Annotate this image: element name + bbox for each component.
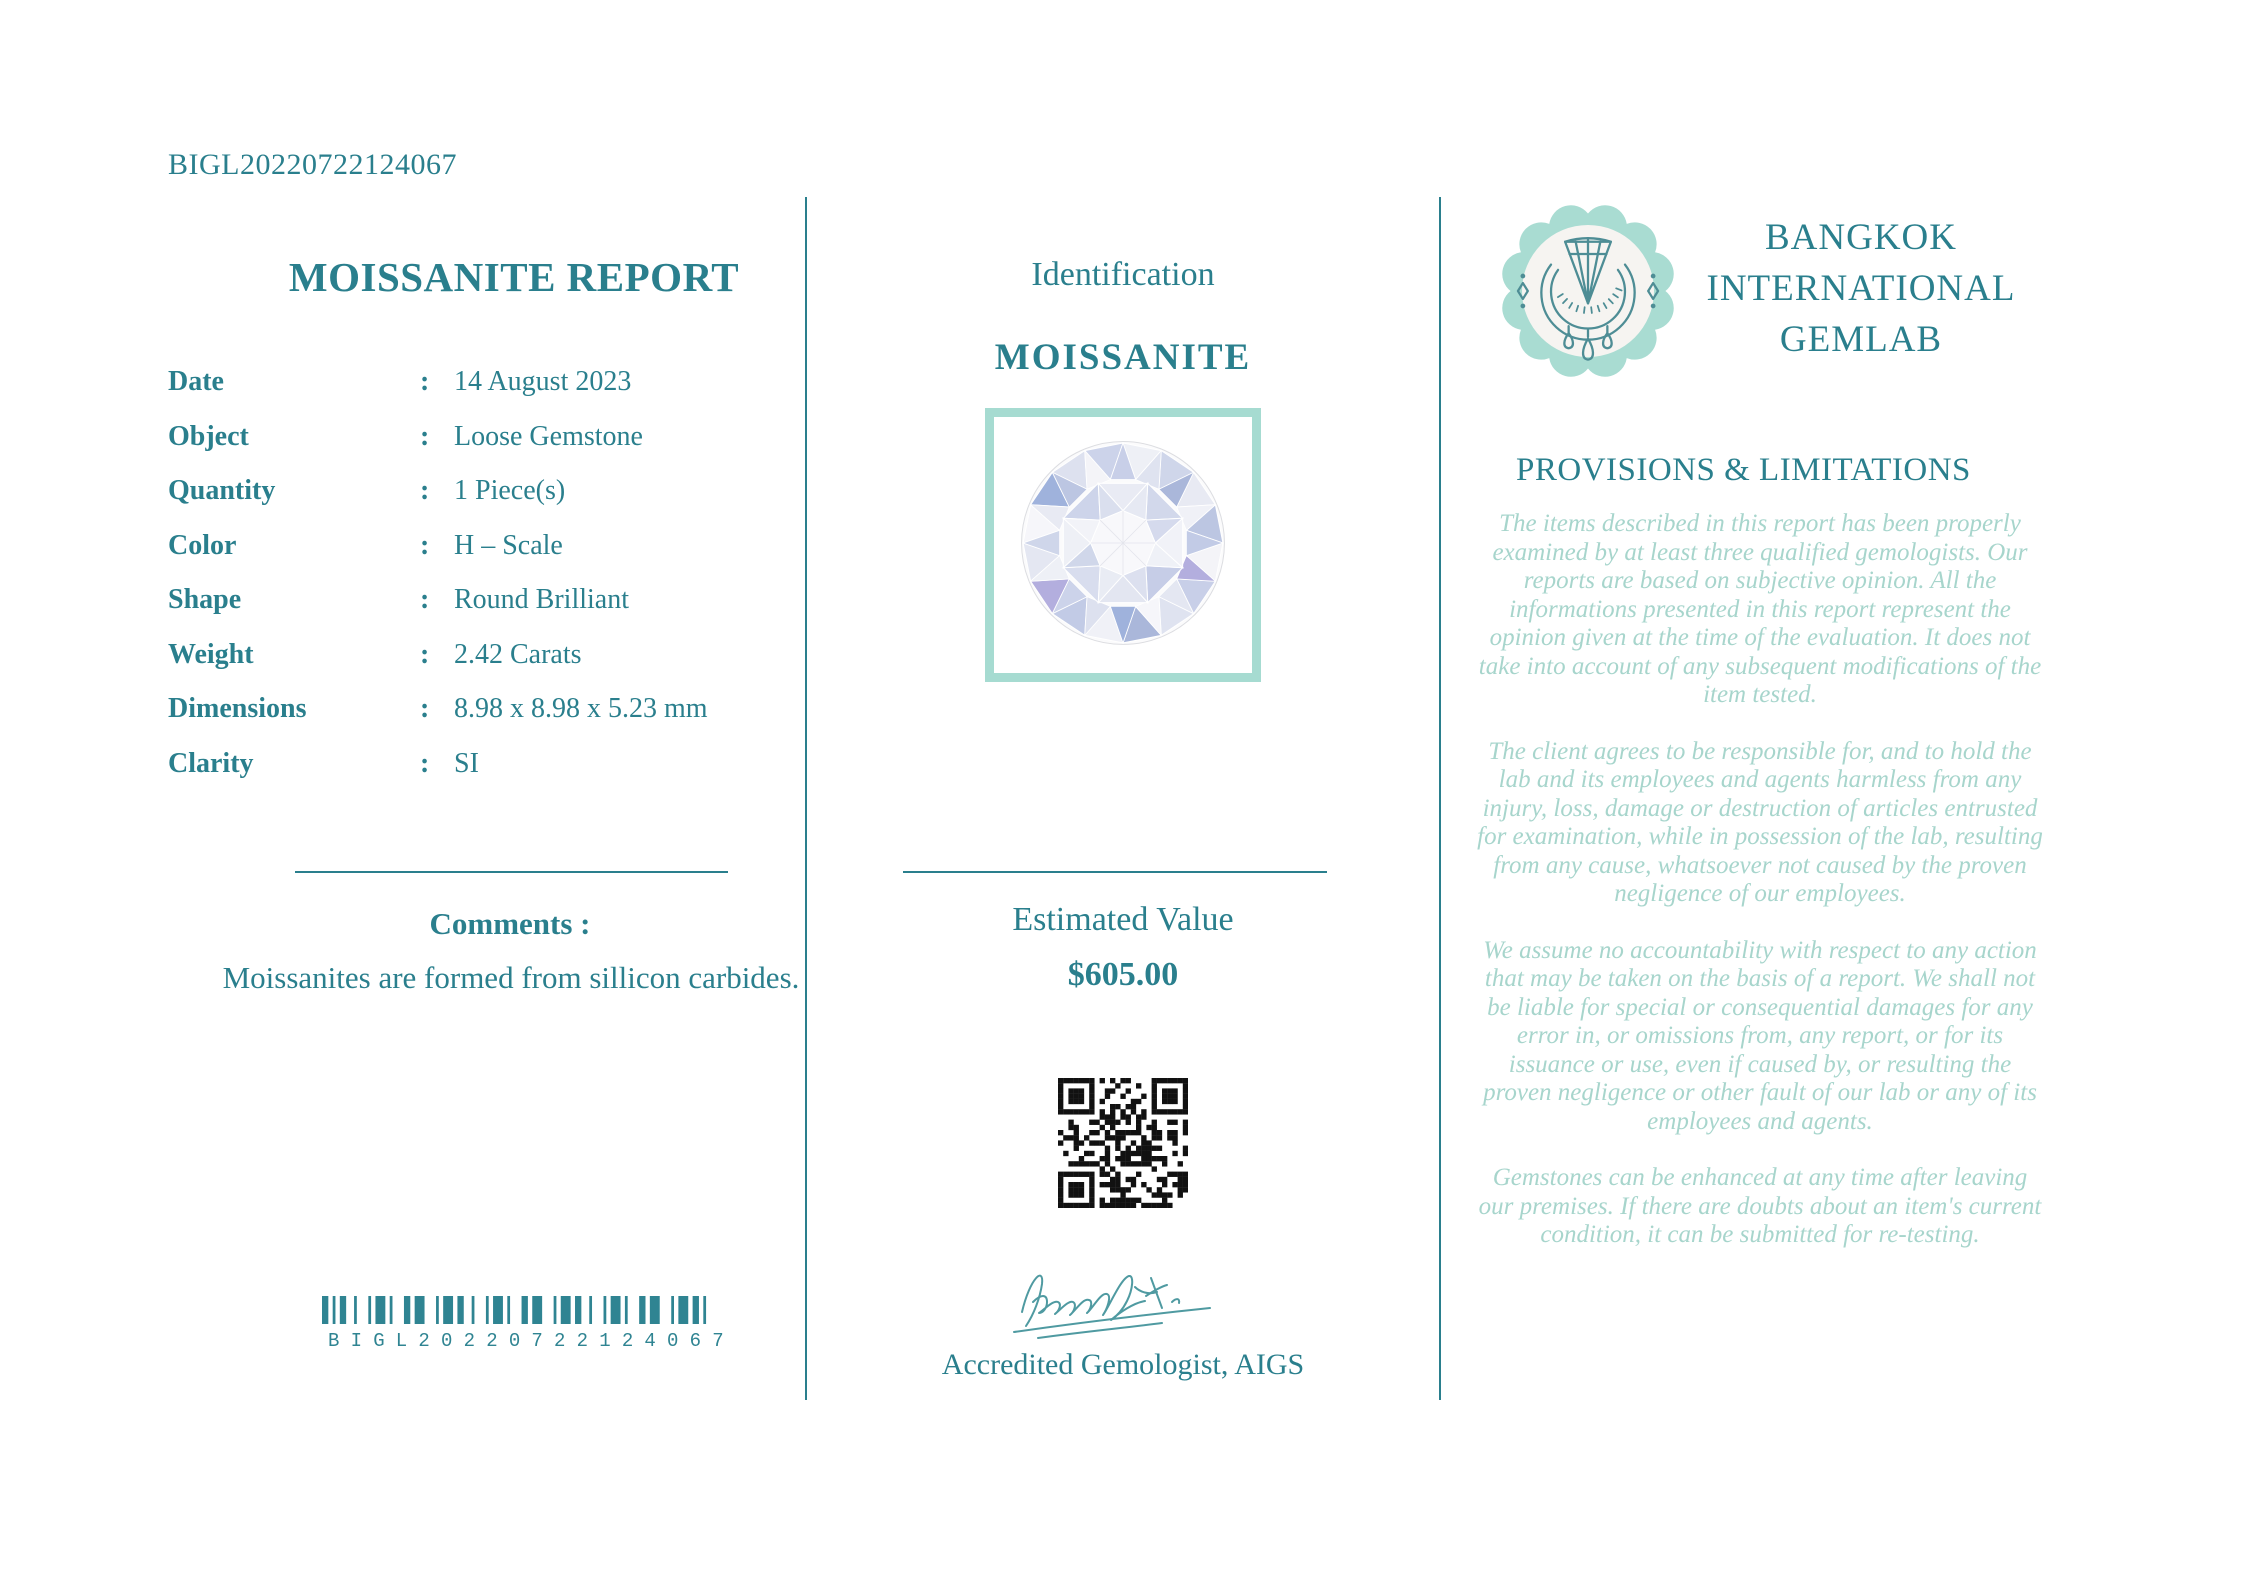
field-value: 2.42 Carats [454, 638, 582, 670]
qr-code-icon [1058, 1078, 1188, 1208]
provisions-paragraphs [1477, 510, 2043, 1278]
field-colon: : [420, 366, 430, 397]
field-colon: : [420, 420, 430, 452]
column-divider-left [805, 197, 807, 1400]
field-value: 8.98 x 8.98 x 5.23 mm [454, 693, 708, 724]
comments-text: Moissanites are formed from sillicon carbides. [222, 960, 800, 995]
field-value: SI [454, 747, 479, 779]
table-row-dimensions [168, 691, 788, 746]
table-row-quantity [168, 473, 788, 528]
report-fields-table [168, 364, 788, 800]
field-value: 14 August 2023 [454, 366, 632, 397]
field-colon: : [420, 747, 430, 779]
lab-name-line: INTERNATIONAL [1706, 268, 2016, 309]
gemstone-photo-frame [985, 408, 1261, 682]
barcode [322, 1296, 735, 1352]
column-divider-right [1439, 197, 1441, 1400]
field-colon: : [420, 693, 430, 724]
provisions-heading: PROVISIONS & LIMITATIONS [1516, 452, 1971, 488]
provisions-paragraph: Gemstones can be enhanced at any time after leaving our premises. If there are doubts about an item's current condition, it can be submitted for re-testing. [1478, 1164, 2042, 1248]
provisions-paragraph: The items described in this report has been properly examined by at least three qualified gemologists. Our reports are based on subjective opinion. All the informations presented in this report represent the opinion given at the time of the evaluation. It does not take into account of any subsequent modifications of the item tested. [1478, 510, 2042, 708]
barcode-icon [322, 1296, 722, 1329]
provisions-paragraph: We assume no accountability with respect to any action that may be taken on the basis of a report. We shall not be liable for special or consequential damages for any error in, or omissions from, any report, or for its issuance or use, even if caused by, or resulting the proven negligence or other fault of our lab or any of its employees and agents. [1483, 936, 2037, 1135]
identification-heading: Identification [1031, 256, 1215, 293]
lab-name [1700, 212, 2022, 365]
field-colon: : [420, 529, 430, 561]
provisions-paragraph: The client agrees to be responsible for, and to hold the lab and its employees and agents harmless from any injury, loss, damage or destruction of articles entrusted for examination, while in possession of the lab, resulting from any cause, whatsoever not caused by the proven negligence of our employees. [1477, 737, 2043, 907]
field-colon: : [420, 475, 430, 506]
field-label: Quantity [168, 475, 276, 506]
field-label: Weight [168, 638, 254, 670]
gemologist-signature-icon [1000, 1252, 1250, 1348]
field-value: Round Brilliant [454, 584, 629, 615]
identification-species: MOISSANITE [994, 337, 1252, 378]
field-label: Object [168, 420, 249, 452]
comments-section-divider [295, 871, 728, 873]
lab-name-line: GEMLAB [1779, 319, 1943, 360]
table-row-object [168, 419, 788, 474]
table-row-date [168, 364, 788, 419]
report-number: BIGL20220722124067 [168, 148, 457, 181]
table-row-clarity [168, 746, 788, 801]
lab-name-line: BANGKOK [1765, 217, 1957, 258]
table-row-color [168, 528, 788, 583]
report-title: MOISSANITE REPORT [288, 254, 740, 300]
gemstone-photo [1016, 438, 1230, 652]
field-colon: : [420, 638, 430, 670]
field-label: Date [168, 366, 224, 397]
comments-heading: Comments : [429, 906, 591, 941]
table-row-weight [168, 637, 788, 692]
field-value: 1 Piece(s) [454, 475, 566, 506]
signatory-title: Accredited Gemologist, AIGS [941, 1348, 1305, 1381]
value-section-divider [903, 871, 1327, 873]
estimated-value-amount: $605.00 [1067, 956, 1179, 993]
field-label: Dimensions [168, 693, 307, 724]
estimated-value-label: Estimated Value [1012, 901, 1234, 938]
gem-crescent-badge-icon [1500, 203, 1676, 379]
field-colon: : [420, 584, 430, 615]
field-label: Shape [168, 584, 242, 615]
field-label: Clarity [168, 747, 254, 779]
barcode-text: BIGL20220722124067 [328, 1330, 735, 1352]
table-row-shape [168, 582, 788, 637]
field-value: H – Scale [454, 529, 563, 561]
field-label: Color [168, 529, 237, 561]
field-value: Loose Gemstone [454, 420, 643, 452]
